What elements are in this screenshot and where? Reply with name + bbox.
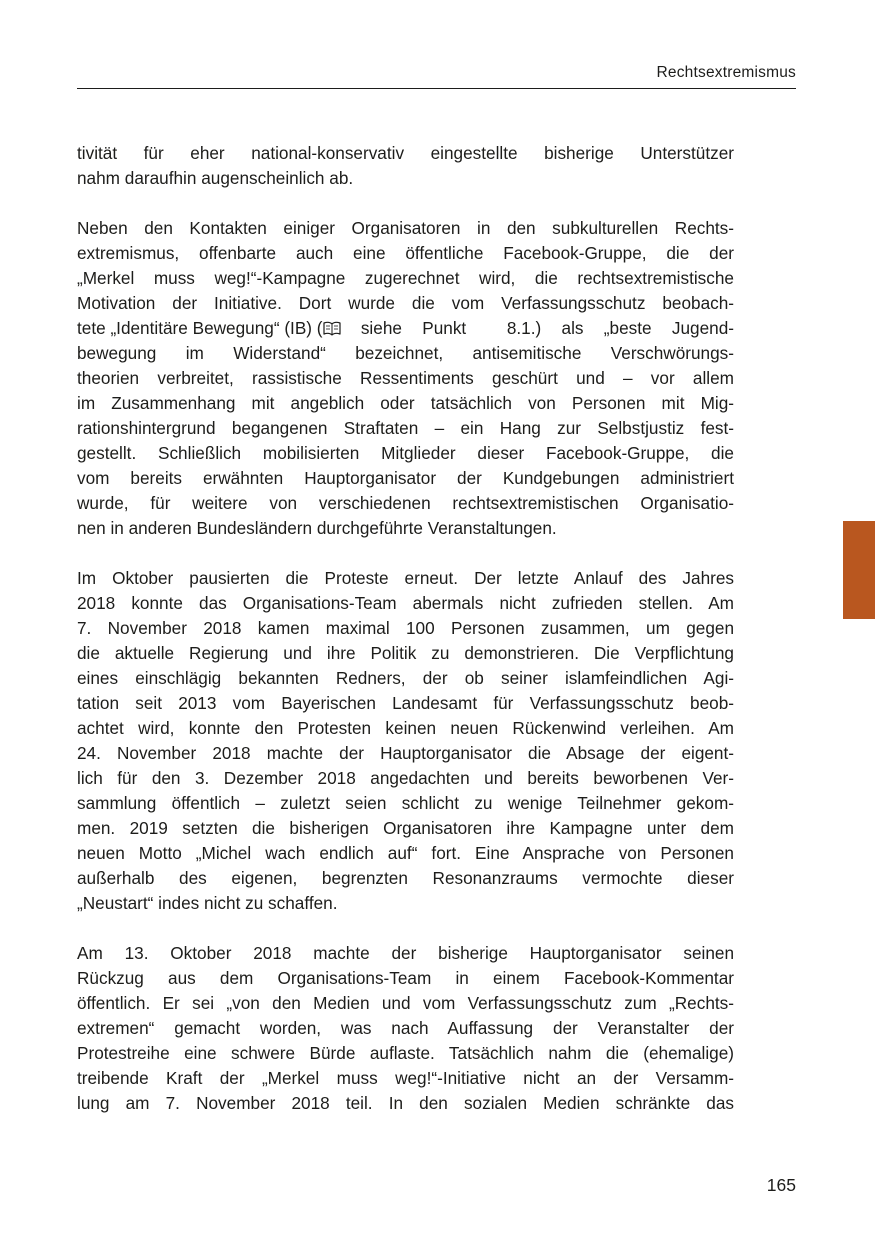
text-line: Motivation der Initiative. Dort wurde die vom Verfassungsschutz beobach- xyxy=(77,293,734,313)
text-line: nahm daraufhin augenscheinlich ab. xyxy=(77,168,354,188)
text-line: eines einschlägig bekannten Redners, der ob seiner islamfeindlichen Agi- xyxy=(77,668,734,688)
text-line: „Neustart“ indes nicht zu schaffen. xyxy=(77,893,338,913)
text-line: treibende Kraft der „Merkel muss weg!“-Initiative nicht an der Versamm- xyxy=(77,1068,734,1088)
body-text xyxy=(77,141,734,1141)
text-line: tivität für eher national-konservativ eingestellte bisherige Unterstützer xyxy=(77,143,734,163)
running-header xyxy=(77,63,796,89)
text-line: extremen“ gemacht worden, was nach Auffassung der Veranstalter der xyxy=(77,1018,734,1038)
text-line-with-reference xyxy=(77,316,734,341)
text-fragment: tete „Identitäre Bewegung“ (IB) ( xyxy=(77,318,323,338)
text-line: neuen Motto „Michel wach endlich auf“ fort. Eine Ansprache von Personen xyxy=(77,843,734,863)
text-line: Im Oktober pausierten die Proteste erneut. Der letzte Anlauf des Jahres xyxy=(77,568,734,588)
text-line: 24. November 2018 machte der Hauptorganisator die Absage der eigent- xyxy=(77,743,734,763)
text-line: lung am 7. November 2018 teil. In den sozialen Medien schränkte das xyxy=(77,1093,734,1113)
paragraph xyxy=(77,141,734,191)
paragraph xyxy=(77,566,734,916)
text-fragment: siehe Punkt 8.1.) als „beste Jugend- xyxy=(340,318,734,338)
text-line: extremismus, offenbarte auch eine öffentliche Facebook-Gruppe, die der xyxy=(77,243,734,263)
text-line: tation seit 2013 vom Bayerischen Landesamt für Verfassungsschutz beob- xyxy=(77,693,734,713)
text-line: 2018 konnte das Organisations-Team abermals nicht zufrieden stellen. Am xyxy=(77,593,734,613)
book-icon xyxy=(323,316,341,341)
text-line: die aktuelle Regierung und ihre Politik zu demonstrieren. Die Verpflichtung xyxy=(77,643,734,663)
text-line: 7. November 2018 kamen maximal 100 Personen zusammen, um gegen xyxy=(77,618,734,638)
text-line: rationshintergrund begangenen Straftaten – ein Hang zur Selbstjustiz fest- xyxy=(77,418,734,438)
chapter-marker-tab xyxy=(843,521,875,619)
text-line: Neben den Kontakten einiger Organisatoren in den subkulturellen Rechts- xyxy=(77,218,734,238)
text-line: Rückzug aus dem Organisations-Team in einem Facebook-Kommentar xyxy=(77,968,734,988)
text-line: lich für den 3. Dezember 2018 angedachten und bereits beworbenen Ver- xyxy=(77,768,734,788)
text-line: außerhalb des eigenen, begrenzten Resonanzraums vermochte dieser xyxy=(77,868,734,888)
text-line: gestellt. Schließlich mobilisierten Mitglieder dieser Facebook-Gruppe, die xyxy=(77,443,734,463)
paragraph xyxy=(77,941,734,1116)
text-line: Protestreihe eine schwere Bürde auflaste. Tatsächlich nahm die (ehemalige) xyxy=(77,1043,734,1063)
text-line: „Merkel muss weg!“-Kampagne zugerechnet wird, die rechtsextremistische xyxy=(77,268,734,288)
text-line: vom bereits erwähnten Hauptorganisator der Kundgebungen administriert xyxy=(77,468,734,488)
page-number: 165 xyxy=(766,1175,796,1195)
text-line: sammlung öffentlich – zuletzt seien schlicht zu wenige Teilnehmer gekom- xyxy=(77,793,734,813)
text-line: achtet wird, konnte den Protesten keinen neuen Rückenwind verleihen. Am xyxy=(77,718,734,738)
text-line: Am 13. Oktober 2018 machte der bisherige Hauptorganisator seinen xyxy=(77,943,734,963)
paragraph xyxy=(77,216,734,541)
section-title: Rechtsextremismus xyxy=(656,64,796,81)
text-line: bewegung im Widerstand“ bezeichnet, antisemitische Verschwörungs- xyxy=(77,343,734,363)
text-line: nen in anderen Bundesländern durchgeführte Veranstaltungen. xyxy=(77,518,557,538)
text-line: wurde, für weitere von verschiedenen rechtsextremistischen Organisatio- xyxy=(77,493,734,513)
text-line: im Zusammenhang mit angeblich oder tatsächlich von Personen mit Mig- xyxy=(77,393,734,413)
text-line: öffentlich. Er sei „von den Medien und vom Verfassungsschutz zum „Rechts- xyxy=(77,993,734,1013)
text-line: men. 2019 setzten die bisherigen Organisatoren ihre Kampagne unter dem xyxy=(77,818,734,838)
text-line: theorien verbreitet, rassistische Ressentiments geschürt und – vor allem xyxy=(77,368,734,388)
